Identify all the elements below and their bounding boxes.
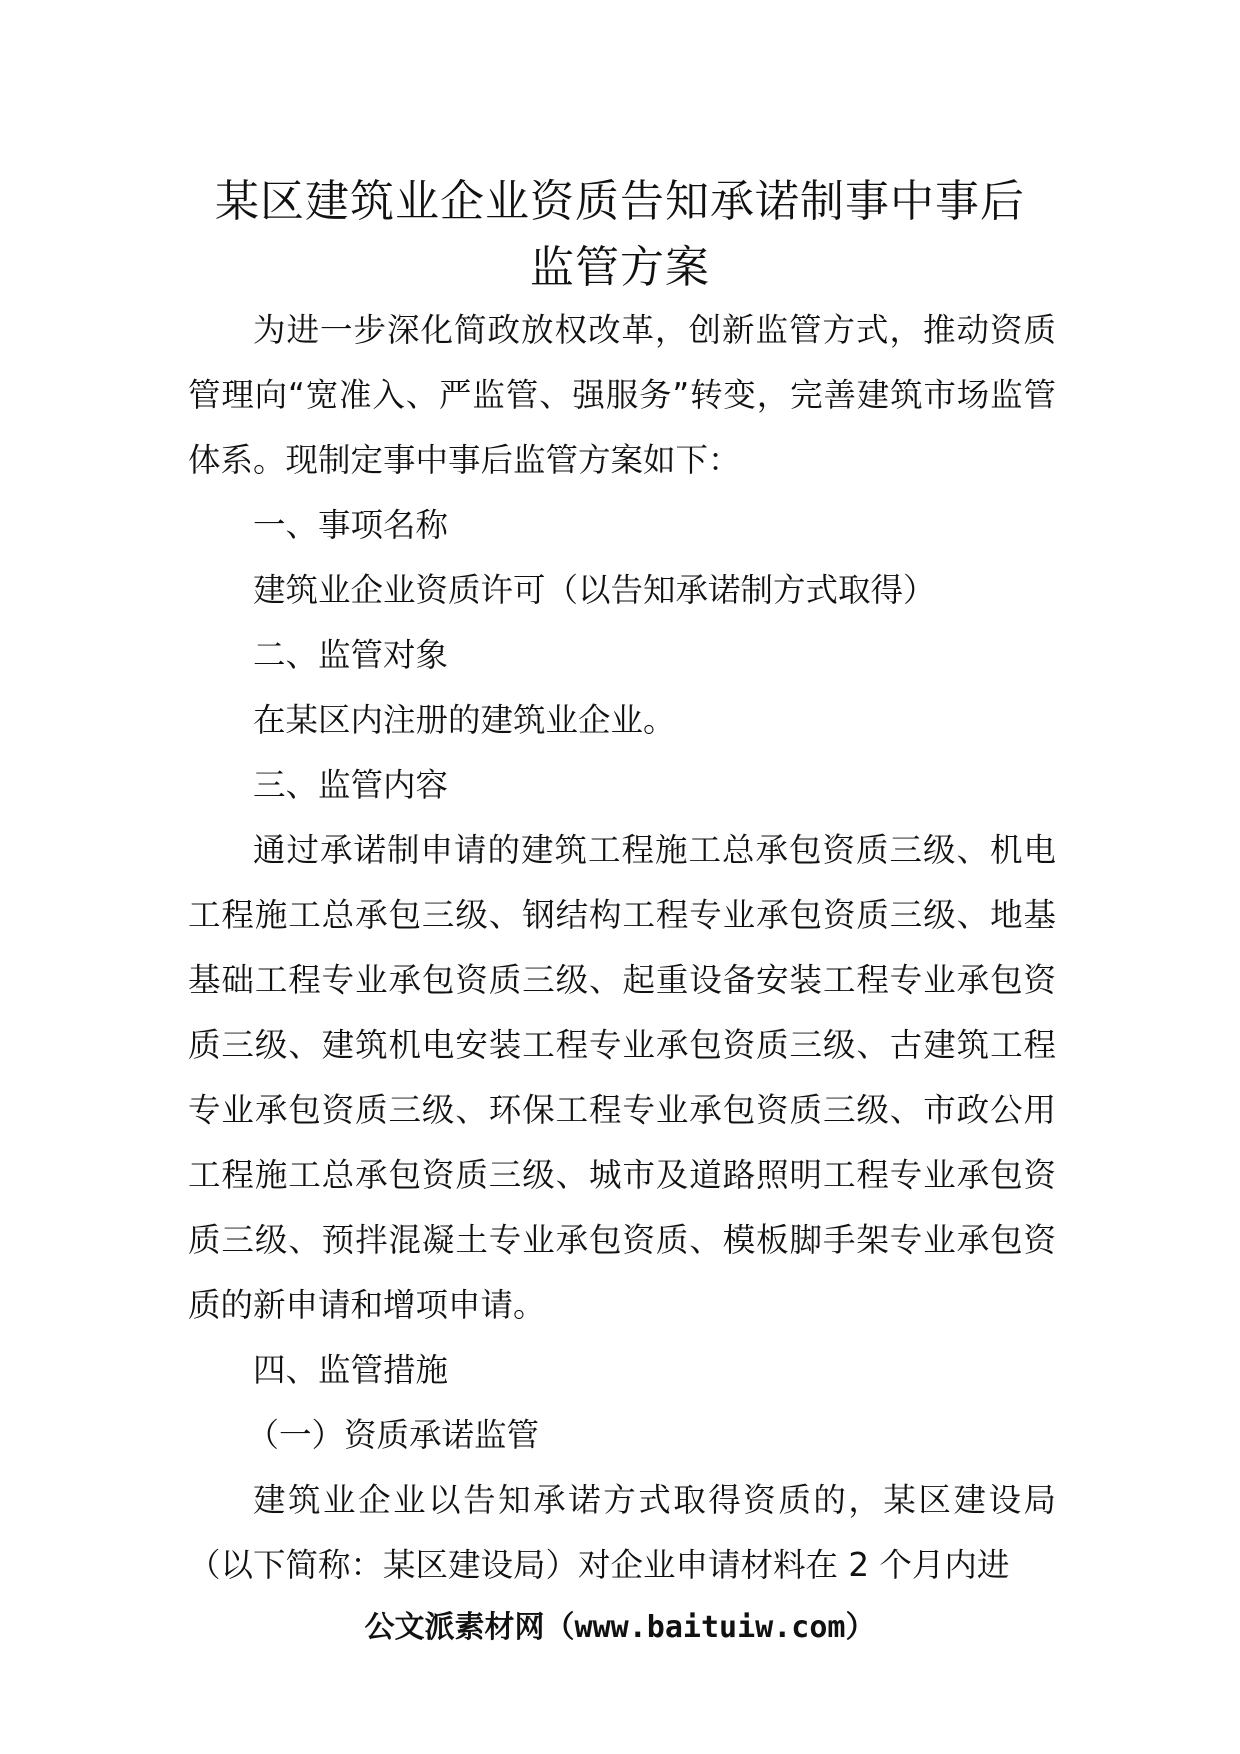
section-2-text: 在某区内注册的建筑业企业。 bbox=[253, 701, 676, 739]
footer-watermark bbox=[0, 1606, 1240, 1650]
section-4-text: 建筑业企业以告知承诺方式取得资质的，某区建设局（以下简称：某区建设局）对企业申请材料在 2 个月内进 bbox=[188, 1481, 1056, 1584]
section-4-subheading: （一）资质承诺监管 bbox=[246, 1416, 540, 1454]
document-title-line-2: 监管方案 bbox=[530, 242, 710, 293]
document-body bbox=[188, 298, 1056, 1598]
section-2-heading: 二、监管对象 bbox=[253, 636, 449, 674]
section-1-text: 建筑业企业资质许可（以告知承诺制方式取得） bbox=[253, 571, 936, 609]
section-3-heading: 三、监管内容 bbox=[253, 766, 449, 804]
document-title-line-1: 某区建筑业企业资质告知承诺制事中事后 bbox=[215, 176, 1025, 227]
footer-url: www.baituiw.com bbox=[574, 1610, 846, 1645]
section-1-heading: 一、事项名称 bbox=[253, 506, 449, 544]
footer-close-paren: ） bbox=[845, 1610, 876, 1645]
intro-paragraph: 为进一步深化简政放权改革，创新监管方式，推动资质管理向“宽准入、严监管、强服务”转变，完善建筑市场监管体系。现制定事中事后监管方案如下： bbox=[188, 311, 1056, 479]
section-3-text: 通过承诺制申请的建筑工程施工总承包资质三级、机电工程施工总承包三级、钢结构工程专业承包资质三级、地基基础工程专业承包资质三级、起重设备安装工程专业承包资质三级、建筑机电安装工程专业承包资质三级、古建筑工程专业承包资质三级、环保工程专业承包资质三级、市政公用工程施工总承包资质三级、城市及道路照明工程专业承包资质三级、预拌混凝土专业承包资质、模板脚手架专业承包资质的新申请和增项申请。 bbox=[188, 831, 1056, 1324]
section-4-heading: 四、监管措施 bbox=[253, 1351, 449, 1389]
footer-site-name: 公文派素材网（ bbox=[364, 1610, 575, 1645]
